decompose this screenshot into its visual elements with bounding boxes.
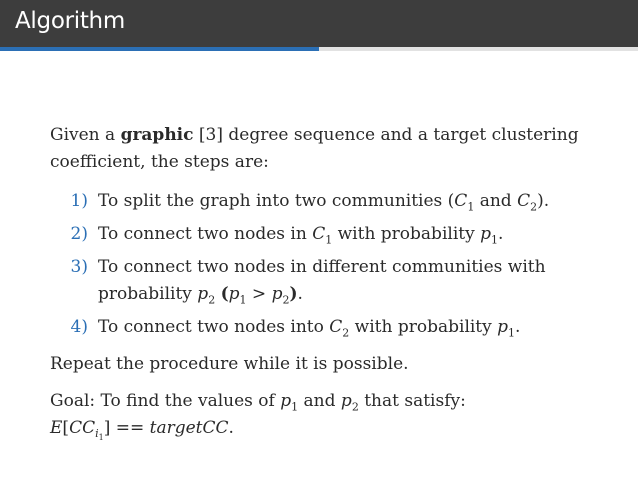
slide-title: Algorithm <box>15 8 125 34</box>
step-text: To split the graph into two communities ($C_1$ and $C_2$). <box>98 191 550 214</box>
progress-bar <box>0 47 638 51</box>
step-text: To connect two nodes into $C_2$ with probability $p_1$. <box>98 317 521 340</box>
title-bar <box>0 0 638 47</box>
step-text: To connect two nodes in different communities with probability $p_2$ $(p_1 > p_2)$. <box>98 257 546 307</box>
step-number: 3) <box>70 257 88 277</box>
intro-text-after: [3] degree sequence and a target clustering coefficient, the steps are: <box>50 125 579 172</box>
slide-content <box>50 122 610 442</box>
intro-bold-term: graphic <box>120 125 194 145</box>
list-item <box>50 188 610 215</box>
intro-text-before: Given a <box>50 125 121 145</box>
goal-paragraph <box>50 388 610 442</box>
step-number: 4) <box>70 317 88 337</box>
goal-line-2: $E[CC_{i_1}]$ == targetCC. <box>50 418 234 443</box>
step-text: To connect two nodes in $C_1$ with probability $p_1$. <box>98 224 504 247</box>
intro-paragraph <box>50 122 610 176</box>
steps-list <box>50 188 610 341</box>
goal-line-1: Goal: To find the values of $p_1$ and $p_2$ that satisfy: <box>50 391 466 414</box>
repeat-paragraph: Repeat the procedure while it is possible. <box>50 354 409 374</box>
list-item <box>50 221 610 248</box>
list-item <box>50 314 610 341</box>
step-number: 1) <box>70 191 88 211</box>
progress-bar-fill <box>0 47 319 51</box>
step-number: 2) <box>70 224 88 244</box>
list-item <box>50 254 610 308</box>
